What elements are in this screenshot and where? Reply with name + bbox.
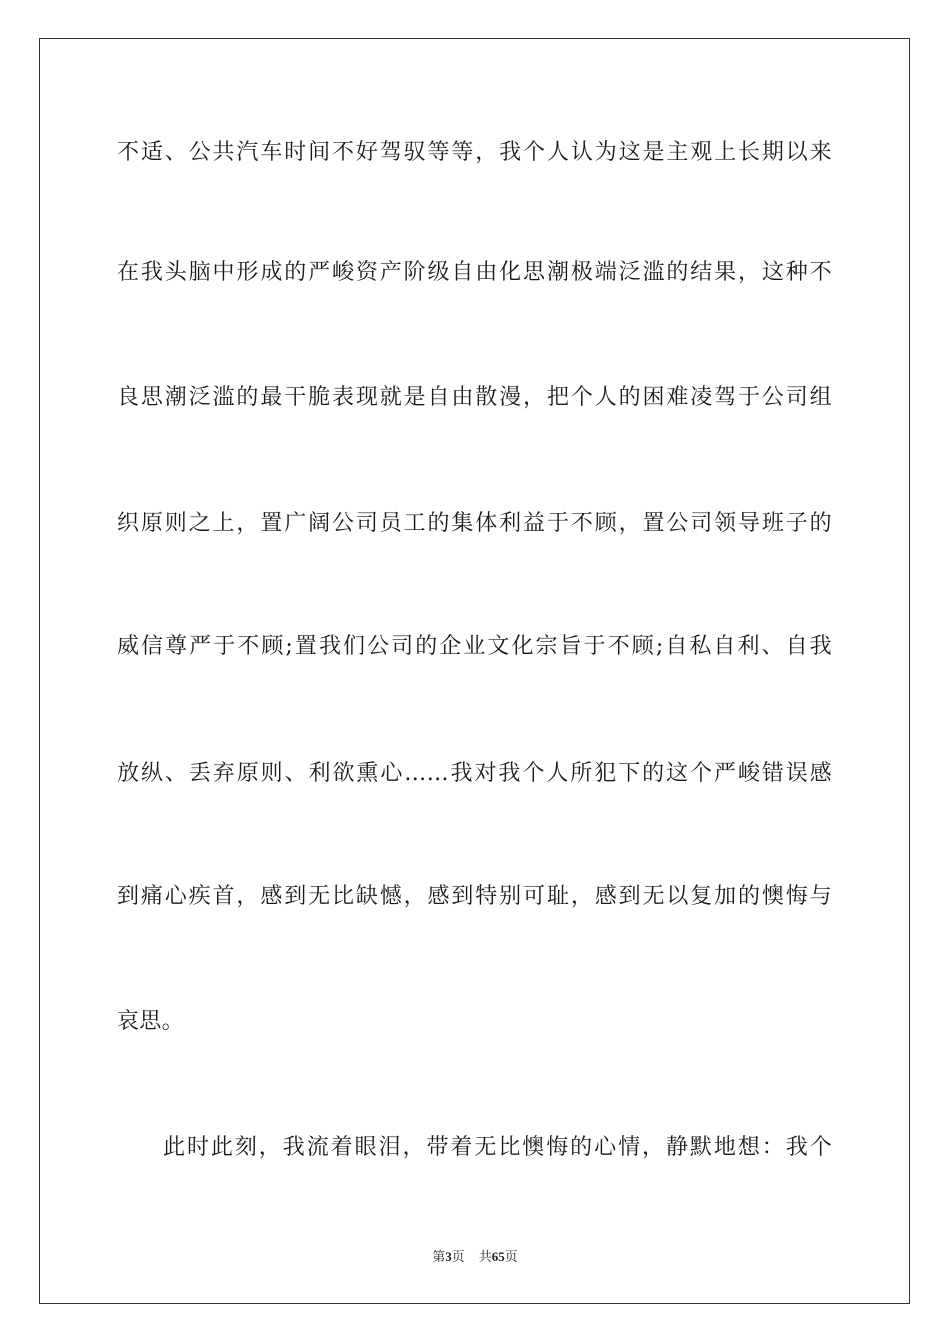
body-line-7: 到痛心疾首，感到无比缺憾，感到特别可耻，感到无以复加的懊悔与 (117, 884, 832, 909)
footer-total-suffix: 页 (504, 1250, 518, 1265)
page-footer (0, 1248, 950, 1267)
footer-page-number: 3 (445, 1249, 452, 1264)
body-line-5: 威信尊严于不顾;置我们公司的企业文化宗旨于不顾;自私自利、自我 (117, 634, 832, 659)
footer-total-pages: 65 (491, 1249, 505, 1264)
body-line-1: 不适、公共汽车时间不好驾驭等等，我个人认为这是主观上长期以来 (117, 140, 832, 165)
body-line-4: 织原则之上，置广阔公司员工的集体利益于不顾，置公司领导班子的 (117, 511, 832, 536)
footer-page-suffix: 页 (451, 1250, 465, 1265)
footer-total-prefix: 共 (478, 1250, 492, 1265)
body-line-8: 哀思。 (117, 1009, 184, 1034)
footer-page-prefix: 第 (432, 1250, 446, 1265)
body-line-2: 在我头脑中形成的严峻资产阶级自由化思潮极端泛滥的结果，这种不 (117, 260, 832, 285)
body-line-3: 良思潮泛滥的最干脆表现就是自由散漫，把个人的困难凌驾于公司组 (117, 385, 832, 410)
body-line-6: 放纵、丢弃原则、利欲熏心……我对我个人所犯下的这个严峻错误感 (117, 761, 832, 786)
body-line-9: 此时此刻，我流着眼泪，带着无比懊悔的心情，静默地想：我个 (163, 1135, 832, 1160)
page-border (39, 38, 910, 1304)
